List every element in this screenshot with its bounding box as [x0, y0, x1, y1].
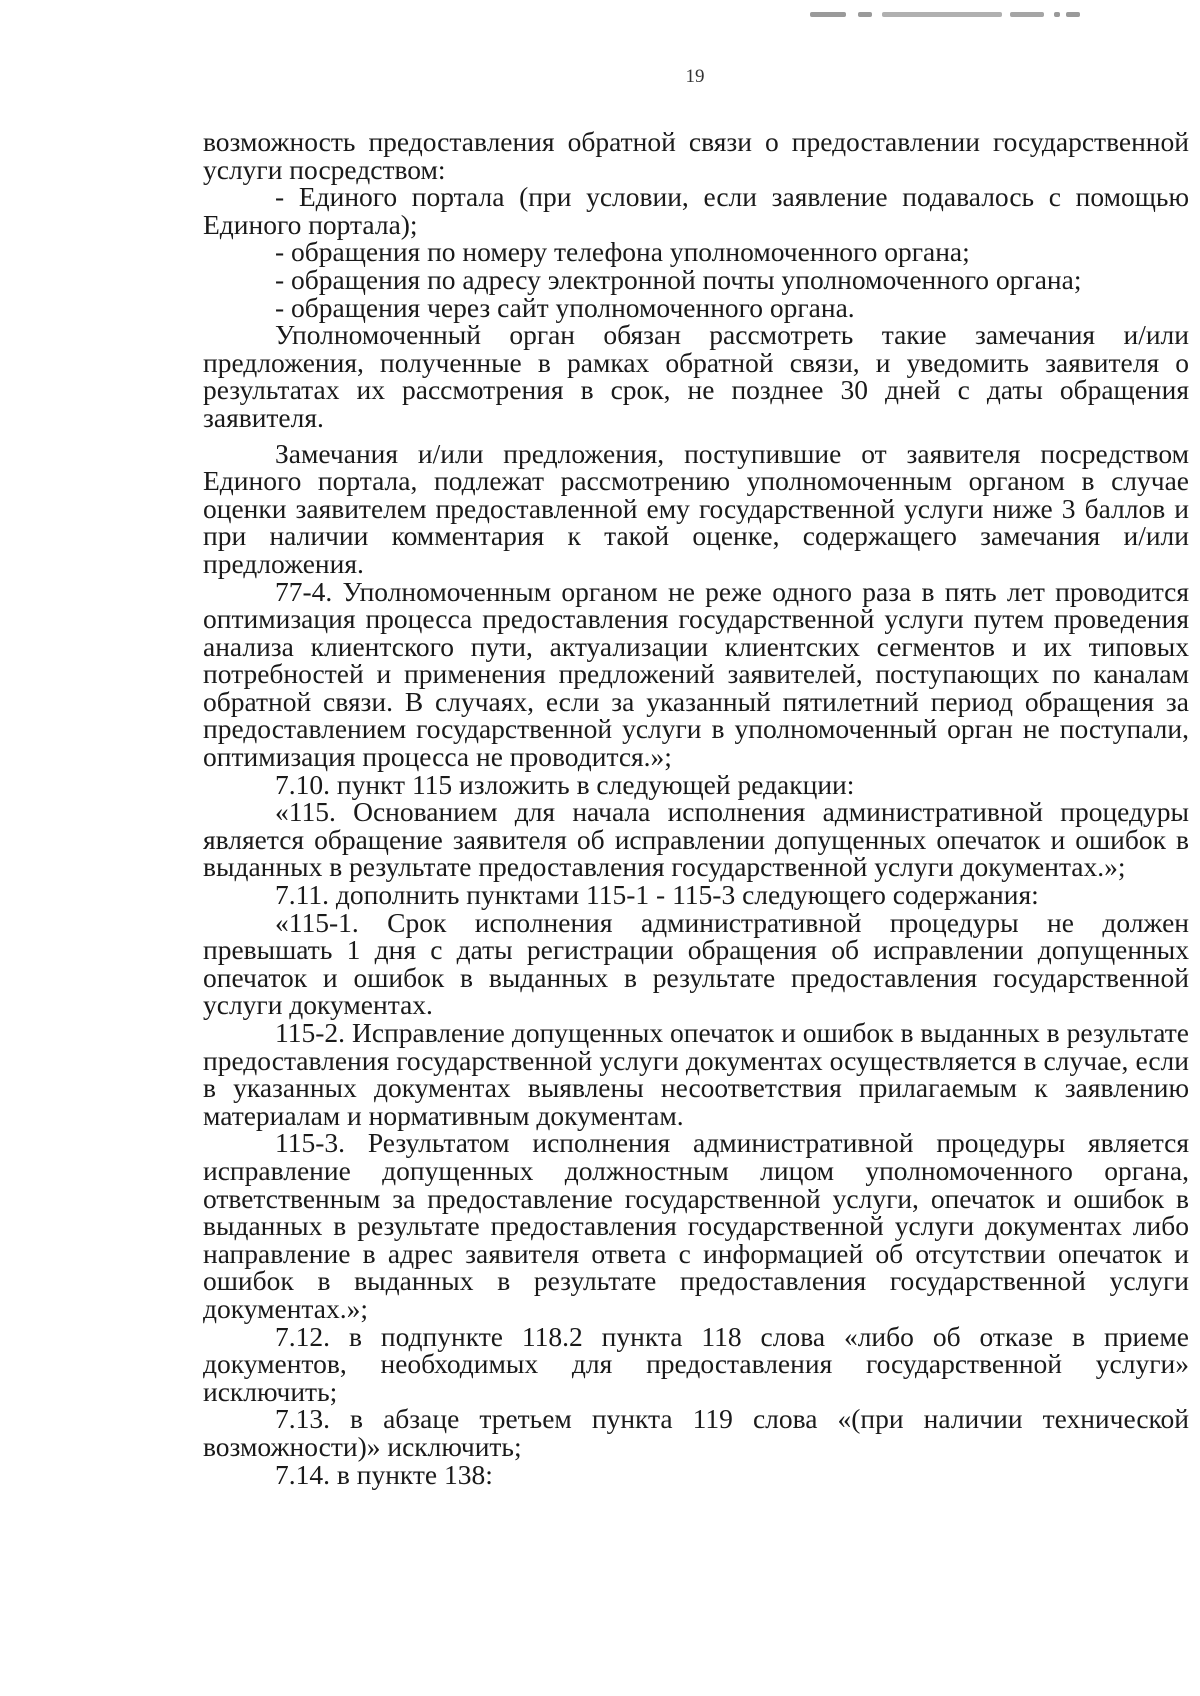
- scan-artifact: [810, 8, 1080, 22]
- paragraph: 7.11. дополнить пунктами 115-1 - 115-3 следующего содержания:: [275, 879, 1039, 911]
- paragraph: 7.10. пункт 115 изложить в следующей редакции:: [275, 768, 855, 800]
- paragraph: 7.14. в пункте 138:: [275, 1458, 493, 1490]
- paragraph: 115-3. Результатом исполнения административной процедуры является исправление допущенных должностным лицом уполномоченного органа, ответственным за предоставление государственной услуги, опечаток и ошибок в выданных в результате предоставления государственной услуги документах либо направление в адрес заявителя ответа с информацией об отсутствии опечаток и ошибок в выданных в результате предоставления государственной услуги документах.»;: [203, 1127, 1189, 1324]
- paragraph: «115-1. Срок исполнения административной процедуры не должен превышать 1 дня с даты регистрации обращения об исправлении допущенных опечаток и ошибок в выданных в результате предоставления государственной услуги документах.: [203, 906, 1189, 1021]
- paragraph: Уполномоченный орган обязан рассмотреть такие замечания и/или предложения, полученные в рамках обратной связи, и уведомить заявителя о результатах их рассмотрения в срок, не позднее 30 дней с даты обращения заявителя.: [203, 319, 1189, 433]
- list-item: - обращения по адресу электронной почты уполномоченного органа;: [275, 263, 1082, 295]
- list-item: - Единого портала (при условии, если заявление подавалось с помощью Единого портала);: [203, 181, 1189, 240]
- paragraph: 115-2. Исправление допущенных опечаток и ошибок в выданных в результате предоставления государственной услуги документах осуществляется в случае, если в указанных документах выявлены несоответствия прилагаемым к заявлению материалам и нормативным документам.: [203, 1017, 1189, 1131]
- page-number: 19: [685, 66, 705, 87]
- paragraph: Замечания и/или предложения, поступившие от заявителя посредством Единого портала, подлежат рассмотрению уполномоченным органом в случае оценки заявителем предоставленной ему государственной услуги ниже 3 баллов и при наличии комментария к такой оценке, содержащего замечания и/или предложения.: [203, 437, 1189, 579]
- document-body: [203, 128, 1189, 1488]
- paragraph: 77-4. Уполномоченным органом не реже одного раза в пять лет проводится оптимизация процесса предоставления государственной услуги путем проведения анализа клиентского пути, актуализации клиентских сегментов и их типовых потребностей и применения предложений заявителей, поступающих по каналам обратной связи. В случаях, если за указанный пятилетний период обращения за предоставлением государственной услуги в уполномоченный орган не поступали, оптимизация процесса не проводится.»;: [203, 575, 1189, 773]
- paragraph: возможность предоставления обратной связи о предоставлении государственной услуги посредством:: [203, 126, 1189, 185]
- list-item: - обращения через сайт уполномоченного органа.: [275, 291, 855, 323]
- paragraph: 7.12. в подпункте 118.2 пункта 118 слова «либо об отказе в приеме документов, необходимых для предоставления государственной услуги» исключить;: [203, 1320, 1189, 1407]
- paragraph: 7.13. в абзаце третьем пункта 119 слова «(при наличии технической возможности)» исключить;: [203, 1403, 1189, 1462]
- list-item: - обращения по номеру телефона уполномоченного органа;: [275, 236, 970, 268]
- paragraph: «115. Основанием для начала исполнения административной процедуры является обращение заявителя об исправлении допущенных опечаток и ошибок в выданных в результате предоставления государственной услуги документах.»;: [203, 796, 1189, 883]
